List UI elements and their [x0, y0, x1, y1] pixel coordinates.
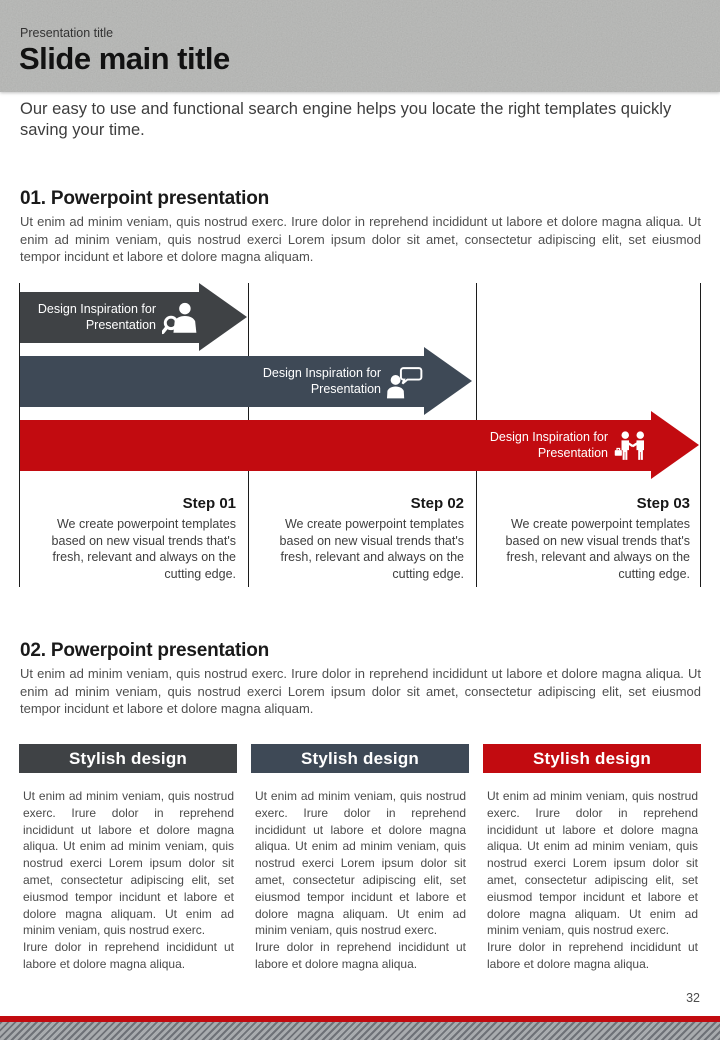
column-divider [700, 283, 701, 587]
column-paragraph: Ut enim ad minim veniam, quis nostrud exerc. Irure dolor in reprehend incididunt ut labore et dolore magna aliqua. Ut enim ad minim veniam, quis nostrud exerci Lorem ipsum dolor sit amet, consectetur adipiscing elit, set eiusmod tempor incidunt et labore et dolore magna aliquam. Ut enim ad minim veniam, quis nostrud exerc. [487, 789, 698, 938]
column-body-3 [487, 788, 698, 973]
presentation-title: Presentation title [20, 26, 114, 40]
column-header-label: Stylish design [68, 748, 188, 768]
step-3 [478, 495, 690, 582]
arrow-head [651, 411, 699, 479]
arrow-label [38, 302, 156, 333]
step-text: We create powerpoint templates based on new visual trends that's fresh, relevant and always on the cutting edge. [505, 517, 690, 581]
column-body-1 [23, 788, 234, 973]
section1-heading: 01. Powerpoint presentation [20, 188, 270, 209]
step-text: We create powerpoint templates based on new visual trends that's fresh, relevant and always on the cutting edge. [51, 517, 236, 581]
step-title: Step 01 [182, 495, 236, 512]
column-header-label: Stylish design [300, 748, 420, 768]
header-band [0, 0, 720, 92]
column-paragraph: Irure dolor in reprehend incididunt ut labore et dolore magna aliqua. [255, 940, 466, 971]
column-header-3 [483, 744, 701, 773]
process-diagram [0, 283, 720, 588]
section2-body: Ut enim ad minim veniam, quis nostrud exerc. Irure dolor in reprehend incididunt ut labore et dolore magna aliqua. Ut enim ad minim veniam, quis nostrud exerci Lorem ipsum dolor sit amet, consectetur adipiscing elit, set eiusmod tempor incidunt et labore et dolore magna aliquam. [20, 666, 701, 717]
arrow-banner-3 [20, 420, 652, 471]
footer-hatch-band [0, 1022, 720, 1040]
step-title: Step 02 [410, 495, 464, 512]
column-paragraph: Ut enim ad minim veniam, quis nostrud exerc. Irure dolor in reprehend incididunt ut labore et dolore magna aliqua. Ut enim ad minim veniam, quis nostrud exerci Lorem ipsum dolor sit amet, consectetur adipiscing elit, set eiusmod tempor incidunt et labore et dolore magna aliquam. Ut enim ad minim veniam, quis nostrud exerc. [23, 789, 234, 938]
section2-heading: 02. Powerpoint presentation [20, 640, 270, 661]
arrow-label-line1: Design Inspiration for [37, 302, 156, 317]
arrow-label-line2: Presentation [310, 381, 381, 396]
arrow-banner-1 [20, 292, 200, 343]
step-title: Step 03 [636, 495, 690, 512]
column-body-2 [255, 788, 466, 973]
arrow-label-line1: Design Inspiration for [489, 430, 608, 445]
arrow-label-line1: Design Inspiration for [262, 366, 381, 381]
step-1 [21, 495, 236, 582]
column-paragraph: Irure dolor in reprehend incididunt ut labore et dolore magna aliqua. [23, 940, 234, 971]
arrow-head [424, 347, 472, 415]
arrow-label-line2: Presentation [537, 445, 608, 460]
chat-person-icon [387, 362, 423, 402]
column-header-1 [19, 744, 237, 773]
arrow-label [490, 430, 608, 461]
search-person-icon [162, 298, 198, 338]
page-title: Slide main title [19, 41, 230, 76]
step-2 [250, 495, 464, 582]
section1-body: Ut enim ad minim veniam, quis nostrud exerc. Irure dolor in reprehend incididunt ut labore et dolore magna aliqua. Ut enim ad minim veniam, quis nostrud exerci Lorem ipsum dolor sit amet, consectetur adipiscing elit, set eiusmod tempor incidunt et labore et dolore magna aliquam. [20, 214, 701, 265]
step-text: We create powerpoint templates based on new visual trends that's fresh, relevant and always on the cutting edge. [279, 517, 464, 581]
handshake-icon [614, 426, 650, 466]
column-paragraph: Ut enim ad minim veniam, quis nostrud exerc. Irure dolor in reprehend incididunt ut labore et dolore magna aliqua. Ut enim ad minim veniam, quis nostrud exerci Lorem ipsum dolor sit amet, consectetur adipiscing elit, set eiusmod tempor incidunt et labore et dolore magna aliquam. Ut enim ad minim veniam, quis nostrud exerc. [255, 789, 466, 938]
page-number: 32 [686, 991, 700, 1005]
arrow-label [263, 366, 381, 397]
arrow-head [199, 283, 247, 351]
arrow-banner-2 [20, 356, 425, 407]
column-header-label: Stylish design [532, 748, 652, 768]
arrow-label-line2: Presentation [85, 317, 156, 332]
column-header-2 [251, 744, 469, 773]
column-paragraph: Irure dolor in reprehend incididunt ut labore et dolore magna aliqua. [487, 940, 698, 971]
intro-text: Our easy to use and functional search engine helps you locate the right templates quickly saving your time. [20, 100, 672, 140]
